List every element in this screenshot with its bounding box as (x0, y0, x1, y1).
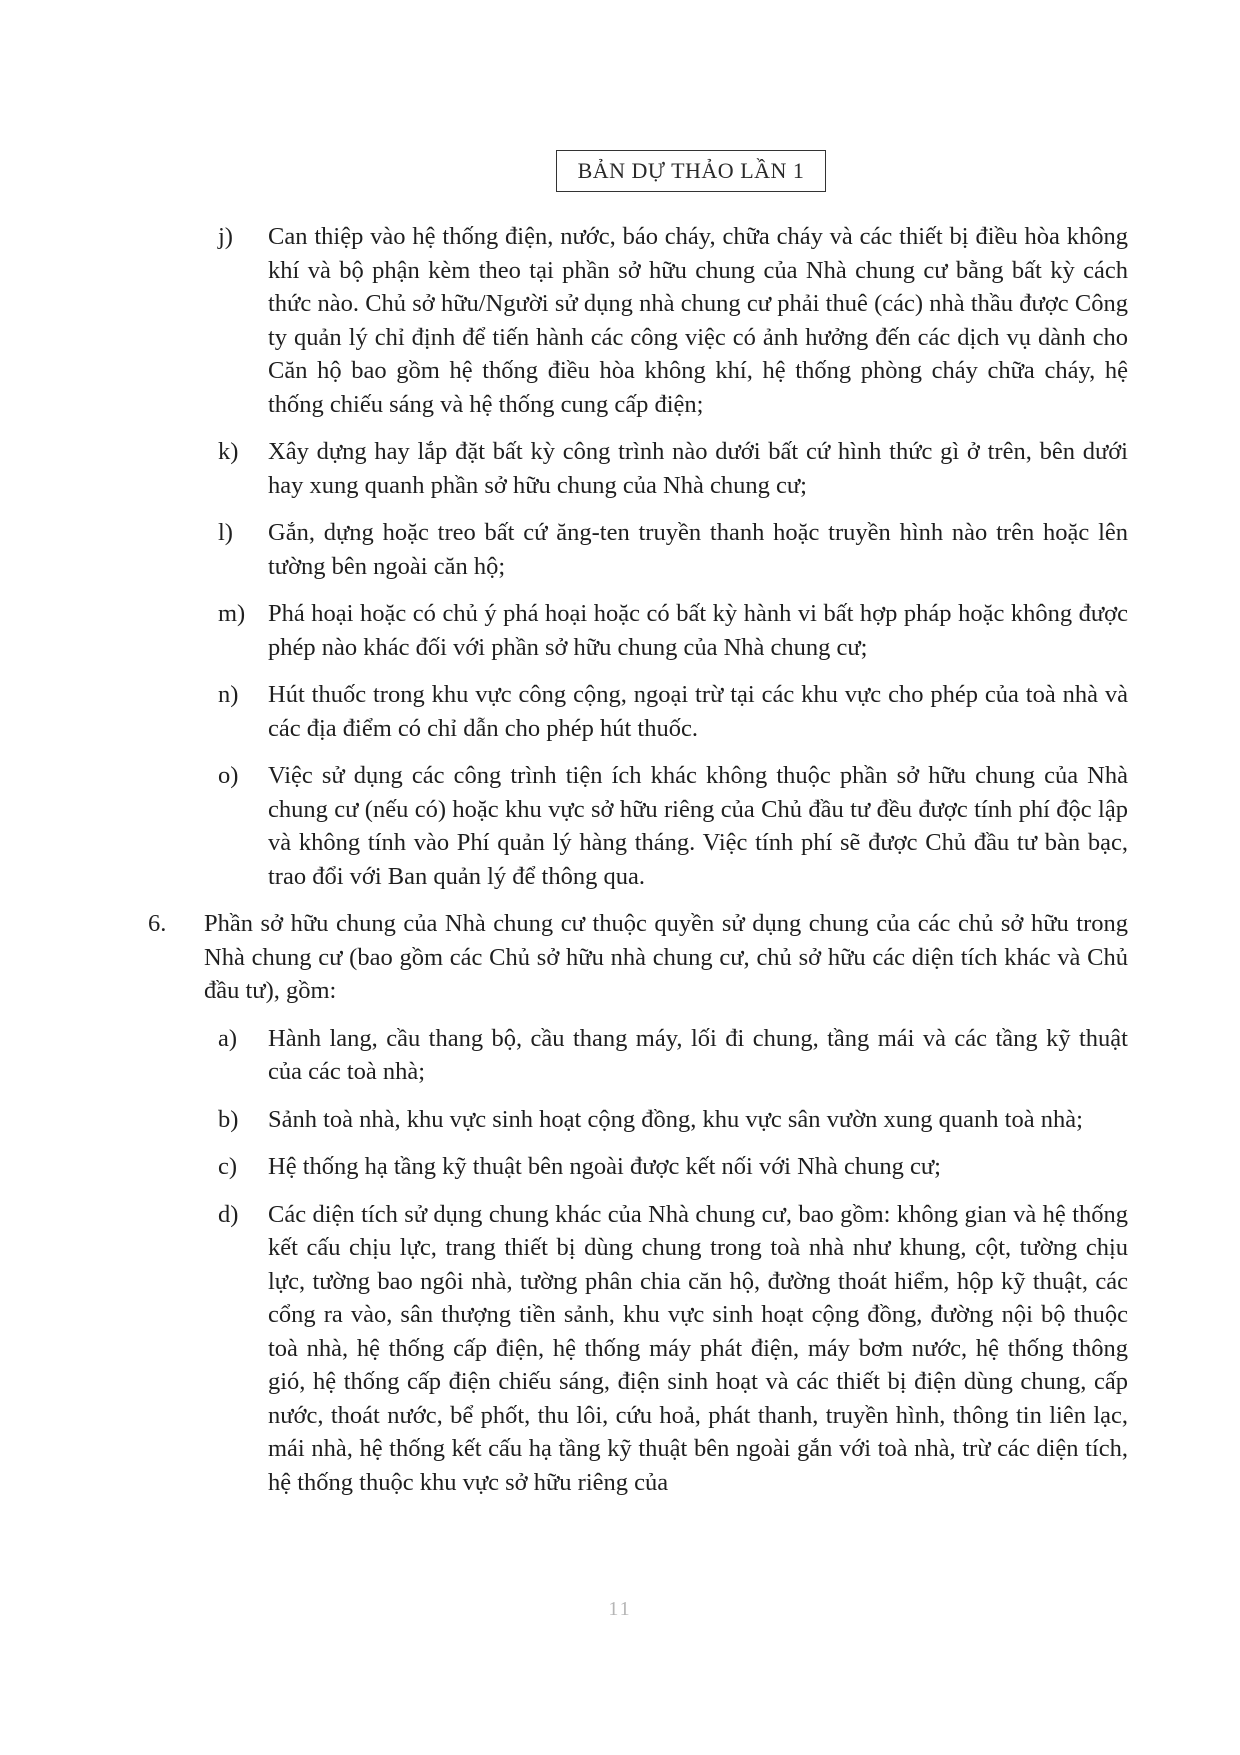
section-6 (148, 907, 1128, 1008)
item-label: b) (218, 1105, 239, 1133)
item-text: Xây dựng hay lắp đặt bất kỳ công trình nào dưới bất cứ hình thức gì ở trên, bên dưới hay xung quanh phần sở hữu chung của Nhà chung cư; (268, 438, 1128, 499)
item-text: Hút thuốc trong khu vực công cộng, ngoại trừ tại các khu vực cho phép của toà nhà và các địa điểm có chỉ dẫn cho phép hút thuốc. (268, 681, 1128, 742)
list-item (148, 1022, 1128, 1089)
list-item (148, 435, 1128, 502)
item-text: Sảnh toà nhà, khu vực sinh hoạt cộng đồng, khu vực sân vườn xung quanh toà nhà; (268, 1105, 1083, 1133)
page-number: 11 (608, 1598, 632, 1620)
item-text: Hệ thống hạ tầng kỹ thuật bên ngoài được kết nối với Nhà chung cư; (268, 1153, 941, 1180)
list-item (148, 678, 1128, 745)
item-label: m) (218, 600, 246, 627)
item-text: Can thiệp vào hệ thống điện, nước, báo cháy, chữa cháy và các thiết bị điều hòa không khí và bộ phận kèm theo tại phần sở hữu chung của Nhà chung cư bằng bất kỳ cách thức nào. Chủ sở hữu/Người sử dụng nhà chung cư phải thuê (các) nhà thầu được Công ty quản lý chỉ định để tiến hành các công việc có ảnh hưởng đến các dịch vụ dành cho Căn hộ bao gồm hệ thống điều hòa không khí, hệ thống phòng cháy chữa cháy, hệ thống chiếu sáng và hệ thống cung cấp điện; (268, 223, 1128, 418)
draft-label: BẢN DỰ THẢO LẦN 1 (577, 158, 805, 183)
list-item (148, 1198, 1128, 1500)
list-item (148, 1103, 1128, 1137)
item-text: Phá hoại hoặc có chủ ý phá hoại hoặc có bất kỳ hành vi bất hợp pháp hoặc không được phép nào khác đối với phần sở hữu chung của Nhà chung cư; (268, 600, 1128, 661)
list-item (148, 1150, 1128, 1184)
item-text: Hành lang, cầu thang bộ, cầu thang máy, lối đi chung, tầng mái và các tầng kỹ thuật của các toà nhà; (268, 1024, 1128, 1085)
item-label: o) (218, 762, 239, 789)
list-item (148, 516, 1128, 583)
list-item (148, 220, 1128, 421)
draft-label-box (556, 150, 826, 192)
item-text: Các diện tích sử dụng chung khác của Nhà chung cư, bao gồm: không gian và hệ thống kết cấu chịu lực, trang thiết bị dùng chung trong toà nhà như khung, cột, tường chịu lực, tường bao ngôi nhà, tường phân chia căn hộ, đường thoát hiểm, hộp kỹ thuật, các cổng ra vào, sân thượng tiền sảnh, khu vực sinh hoạt cộng đồng, đường nội bộ thuộc toà nhà, hệ thống cấp điện, hệ thống máy phát điện, máy bơm nước, hệ thống thông gió, hệ thống cấp điện chiếu sáng, điện sinh hoạt và các thiết bị điện dùng chung, cấp nước, thoát nước, bể phốt, thu lôi, cứu hoả, phát thanh, truyền hình, thông tin liên lạc, mái nhà, hệ thống kết cấu hạ tầng kỹ thuật bên ngoài gắn với toà nhà, trừ các diện tích, hệ thống thuộc khu vực sở hữu riêng của (268, 1200, 1128, 1496)
list-item (148, 759, 1128, 893)
item-label: d) (218, 1200, 239, 1228)
section-text: Phần sở hữu chung của Nhà chung cư thuộc quyền sử dụng chung của các chủ sở hữu trong Nhà chung cư (bao gồm các Chủ sở hữu nhà chung cư, chủ sở hữu các diện tích khác và Chủ đầu tư), gồm: (204, 910, 1128, 1004)
item-label: l) (218, 519, 233, 546)
item-label: n) (218, 681, 239, 708)
list-item (148, 597, 1128, 664)
section-number: 6. (148, 910, 167, 937)
item-text: Việc sử dụng các công trình tiện ích khác không thuộc phần sở hữu chung của Nhà chung cư (nếu có) hoặc khu vực sở hữu riêng của Chủ đầu tư đều được tính phí độc lập và không tính vào Phí quản lý hàng tháng. Việc tính phí sẽ được Chủ đầu tư bàn bạc, trao đổi với Ban quản lý để thông qua. (268, 762, 1128, 890)
item-text: Gắn, dựng hoặc treo bất cứ ăng-ten truyền thanh hoặc truyền hình nào trên hoặc lên tường bên ngoài căn hộ; (268, 519, 1128, 580)
document-body (148, 220, 1128, 1513)
item-label: k) (218, 438, 239, 465)
item-label: c) (218, 1153, 238, 1180)
item-label: a) (218, 1024, 238, 1052)
item-label: j) (218, 223, 233, 250)
